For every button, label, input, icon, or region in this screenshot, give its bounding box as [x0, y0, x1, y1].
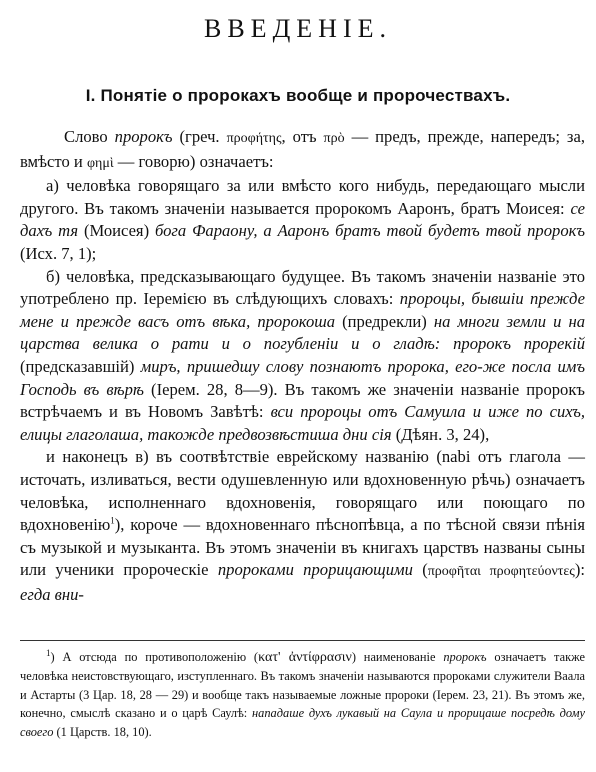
paragraph-meaning-a — [20, 175, 585, 265]
text-span: , отъ — [281, 127, 324, 146]
text-span: (греч. — [172, 127, 227, 146]
paragraph-meaning-c — [20, 446, 585, 606]
paragraph-definition — [20, 126, 585, 175]
page-title: ВВЕДЕНІЕ. — [204, 14, 392, 43]
text-span: а) человѣка говорящаго за или вмѣсто кого нибудь, передающаго мысли другого. Въ такомъ значеніи называется пророкомъ Ааронъ, братъ Моисея: — [20, 176, 585, 218]
italic-term: пророкъ — [443, 650, 487, 664]
text-span: (предсказавшій) — [20, 356, 141, 376]
footnote-ref[interactable]: 1 — [110, 515, 115, 526]
text-span: ( — [412, 560, 428, 580]
greek-phrase: προφῆται προφητεύοντες — [427, 564, 575, 580]
text-span: ) наименованіе — [351, 650, 444, 664]
italic-quote: на многи земли и на царства велика о рати и о погубленіи и о гладѣ: пророкъ прорекій — [20, 311, 586, 354]
text-span: (Дѣян. 3, 24), — [391, 424, 490, 444]
text-span: — говорю) означаетъ: — [113, 151, 274, 171]
footnote-divider — [20, 640, 585, 641]
greek-phrase: κατ' ἀντίφρασιν — [258, 650, 352, 665]
text-span: (Исх. 7, 1); — [20, 243, 97, 263]
greek-word: φημὶ — [86, 155, 114, 171]
greek-word: προφήτης — [226, 131, 282, 146]
text-span: б) человѣка, предсказывающаго будущее. Въ такомъ значеніи названіе это употреблено пр. Іеремією въ слѣдующихъ словахъ: — [20, 266, 585, 309]
text-span: (Іерем. 28, 8—9). Въ такомъ же значеніи названіе пророкъ встрѣчаемъ и въ Новомъ Завѣтѣ: — [20, 379, 585, 422]
italic-quote: нападаше духъ лукавый на Саула и прорицаше посредѣ дому своего — [20, 706, 585, 739]
text-span: Слово — [64, 127, 115, 146]
text-span: (Моисея) — [78, 221, 155, 241]
italic-quote: егда вни- — [20, 584, 84, 604]
italic-term: пророкъ — [114, 127, 173, 146]
italic-quote: пророцы, бывшіи прежде мене и прежде васъ отъ вѣка, пророкоша — [20, 289, 585, 331]
text-span: (1 Царств. 18, 10). — [53, 724, 152, 739]
footnotes — [20, 648, 585, 741]
italic-quote: се дахъ тя — [20, 198, 585, 241]
section-heading: I. Понятіе о пророкахъ вообще и пророчествахъ. — [85, 86, 511, 105]
italic-quote: вси пророцы отъ Самуила и иже по сихъ, елицы глаголаша, такожде предвозвѣстиша дни сія — [20, 402, 585, 444]
italic-quote: миръ, пришедшу слову познаютъ пророка, его-же посла имъ Господь въ вѣрѣ — [20, 356, 586, 399]
italic-term: пророками прорицающими — [217, 560, 413, 580]
footnote-number: 1 — [46, 647, 51, 658]
text-span: ): — [574, 560, 585, 580]
text-span: означаетъ также человѣка неистовствующаго, изступленнаго. Въ такомъ значеніи называются пророками служители Ваала и Астарты (3 Цар. 18, 28 — 29) и вообще такъ называемые ложные пророки (Іерем. 23, 21). Въ этомъ же, конечно, смыслѣ сказано и о царѣ Саулѣ: — [20, 650, 585, 721]
footnote-1 — [20, 648, 585, 741]
greek-word: πρὸ — [323, 131, 345, 146]
text-span: ) А отсюда по противоположенію ( — [50, 650, 259, 664]
text-span: — предъ, прежде, напередъ; за, вмѣсто и — [20, 127, 586, 171]
text-span: и наконецъ в) въ соотвѣтствіе еврейскому названію (nabi отъ глагола — источать, изливаться, вести одушевленную или вдохновенную рѣчь) означаетъ человѣка, исполненнаго вдохновенія, говорящаго или поющаго по вдохновенію — [20, 447, 585, 535]
text-span: ), короче — вдохновеннаго пѣснопѣвца, а по тѣсной связи пѣнія съ музыкой и музыканта. Въ этомъ значеніи въ книгахъ царствъ названы сыны или ученики пророческіе — [20, 515, 585, 580]
italic-quote: бога Фараону, а Ааронъ братъ твой будетъ твой пророкъ — [154, 221, 585, 241]
text-span: (предрекли) — [335, 311, 434, 331]
paragraph-meaning-b — [20, 266, 585, 447]
main-text — [20, 126, 585, 606]
